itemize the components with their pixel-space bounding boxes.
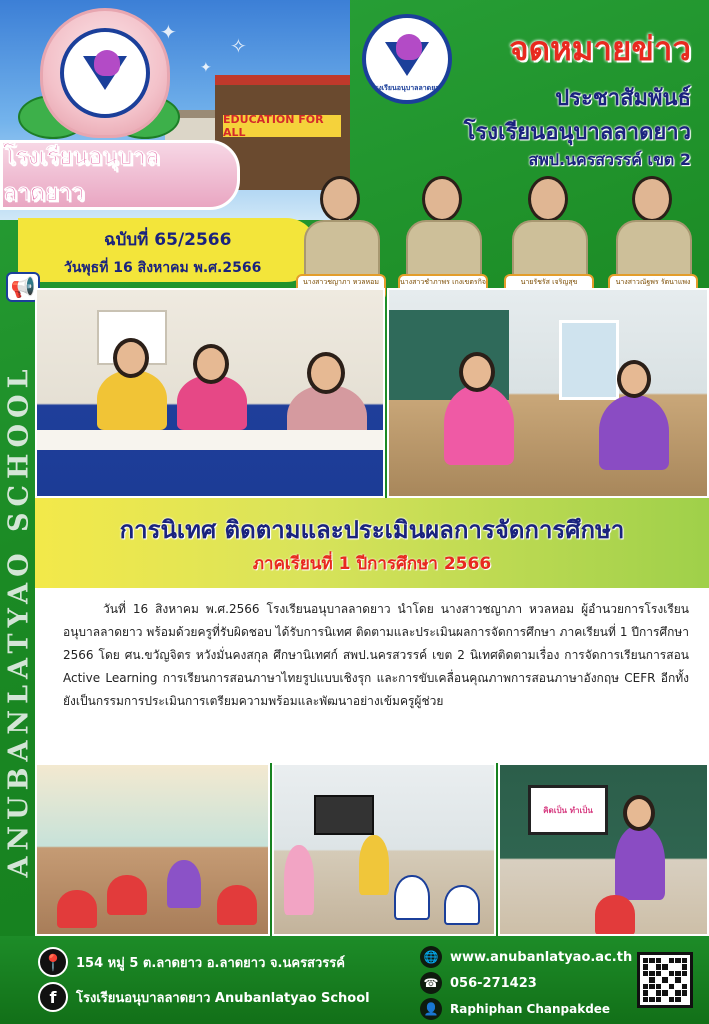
article-body xyxy=(35,588,709,763)
classroom-observation-photo xyxy=(387,288,709,498)
school-name-ribbon: โรงเรียนอนุบาลลาดยาว xyxy=(0,140,240,210)
megaphone-icon: 📢 xyxy=(6,272,40,302)
topic-banner xyxy=(35,498,709,588)
footer-address: 📍 154 หมู่ 5 ต.ลาดยาว อ.ลาดยาว จ.นครสวรรค์ xyxy=(38,947,345,977)
vertical-school-text: ANUBANLATYAO SCHOOL xyxy=(3,362,35,878)
staff-portrait: นางสาวชญาภา หวลหอม xyxy=(298,172,384,302)
school-name: โรงเรียนอนุบาลลาดยาว xyxy=(463,120,691,145)
banner-title: การนิเทศ ติดตามและประเมินผลการจัดการศึกษา xyxy=(119,516,625,544)
school-logo-icon xyxy=(60,28,150,118)
issue-info-box xyxy=(18,218,318,282)
building-sign: EDUCATION FOR ALL xyxy=(223,115,341,137)
district-name: สพป.นครสวรรค์ เขต 2 xyxy=(528,150,691,169)
globe-icon: 🌐 xyxy=(420,946,442,968)
staff-portrait: นายรัชรัส เจริญสุข xyxy=(506,172,592,302)
sparkle-icon: ✧ xyxy=(230,34,247,58)
footer-website[interactable]: 🌐 www.anubanlatyao.ac.th xyxy=(420,946,632,968)
lotus-emblem xyxy=(40,8,170,138)
person-icon: 👤 xyxy=(420,998,442,1020)
classroom-screen: คิดเป็น ทำเป็น xyxy=(528,785,608,835)
article-paragraph: วันที่ 16 สิงหาคม พ.ศ.2566 โรงเรียนอนุบาลลาดยาว นำโดย นางสาวชญาภา หวลหอม ผู้อำนวยการโรงเรียนอนุบาลลาดยาว พร้อมด้วยครูที่รับผิดชอบ ได้รับการนิเทศ ติดตามและประเมินผลการจัดการศึกษา ภาคเรียนที่ 1 ปีการศึกษา 2566 โดย ศน.ขวัญจิตร หวังมั่นคงสกุล ศึกษานิเทศก์ สพป.นครสวรรค์ เขต 2 นิเทศติดตามเรื่อง การจัดการเรียนการสอน Active Learning การเรียนการสอนภาษาไทยรูปแบบเชิงรุก และการขับเคลื่อนคุณภาพการสอนภาษาอังกฤษ CEFR อีกทั้งยังเป็นกรรมการประเมินการเตรียมความพร้อมและพัฒนาอย่างเข้มครูผู้ช่วย xyxy=(63,602,689,708)
newsletter-title: จดหมายข่าว xyxy=(509,29,691,68)
staff-portrait: นางสาวชำภาพร เกงเขตรกิจ xyxy=(400,172,486,302)
banner-subtitle: ภาคเรียนที่ 1 ปีการศึกษา 2566 xyxy=(252,554,492,574)
qr-code[interactable] xyxy=(637,952,693,1008)
footer-author: 👤 Raphiphan Chanpakdee xyxy=(420,998,610,1020)
sparkle-icon: ✦ xyxy=(200,60,212,76)
phone-icon: ☎ xyxy=(420,972,442,994)
classroom-photo-center xyxy=(272,763,496,936)
issue-number: ฉบับที่ 65/2566 xyxy=(104,230,232,250)
footer-facebook[interactable]: f โรงเรียนอนุบาลลาดยาว Anubanlatyao School xyxy=(38,982,370,1012)
facebook-icon: f xyxy=(38,982,68,1012)
issue-date: วันพุธที่ 16 สิงหาคม พ.ศ.2566 xyxy=(64,260,262,276)
classroom-photo-right xyxy=(498,763,709,936)
sparkle-icon: ✦ xyxy=(160,20,177,44)
meeting-photo xyxy=(35,288,385,498)
seal-caption: โรงเรียนอนุบาลลาดยาว xyxy=(370,84,444,92)
footer-phone: ☎ 056-271423 xyxy=(420,972,537,994)
classroom-photo-left xyxy=(35,763,270,936)
school-seal-icon xyxy=(362,14,452,104)
staff-portrait: นางสาวณัฐพร รัตนาแพง xyxy=(610,172,696,302)
location-pin-icon: 📍 xyxy=(38,947,68,977)
newsletter-subtitle: ประชาสัมพันธ์ xyxy=(555,86,691,111)
